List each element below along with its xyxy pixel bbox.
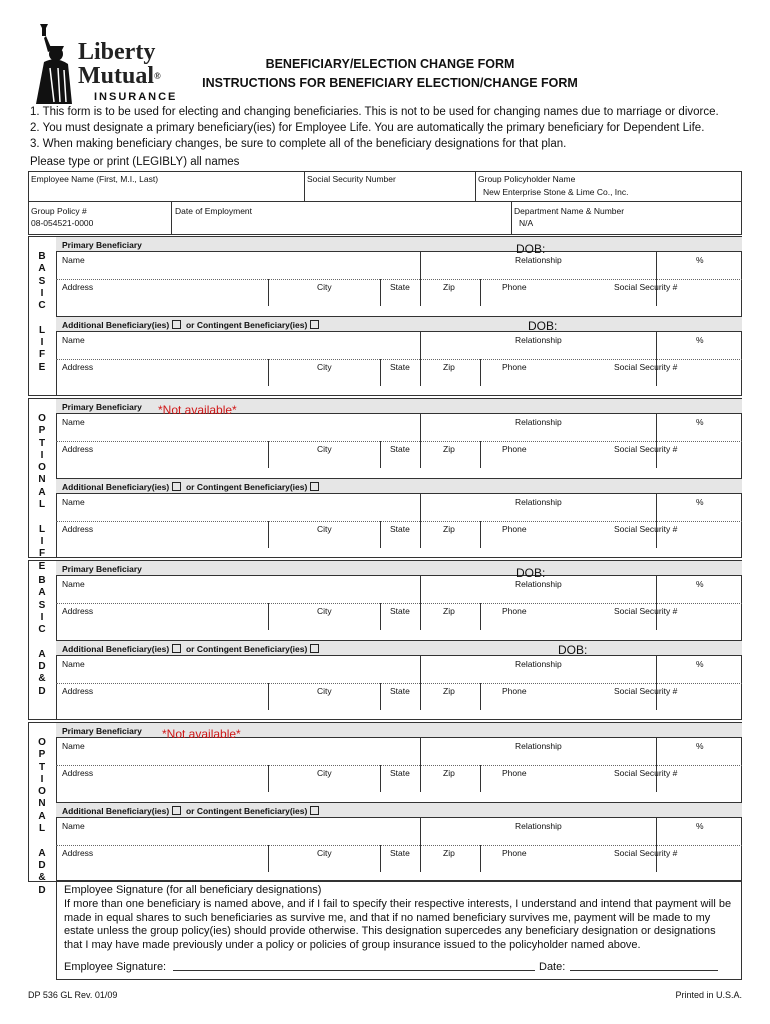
additional-beneficiary-checkbox[interactable] xyxy=(172,320,181,329)
liberty-mutual-logo xyxy=(28,24,178,104)
group-policyholder-value[interactable]: New Enterprise Stone & Lime Co., Inc. xyxy=(483,187,629,197)
additional-beneficiary-label: Additional Beneficiary(ies) xyxy=(62,806,170,816)
primary-beneficiary-label: Primary Beneficiary xyxy=(62,726,142,736)
primary-1-phone-field[interactable]: Phone xyxy=(502,282,527,292)
primary-2-phone-field[interactable]: Phone xyxy=(502,444,527,454)
additional-3-name-field[interactable]: Name xyxy=(62,659,85,669)
additional-beneficiary-label: Additional Beneficiary(ies) xyxy=(62,320,170,330)
primary-3-ssn-field[interactable]: Social Security # xyxy=(614,606,678,616)
date-of-employment-field[interactable]: Date of Employment xyxy=(175,206,253,216)
additional-4-percent-field[interactable]: % xyxy=(696,821,704,831)
section-1-side-label: B A S I C L I F E xyxy=(38,251,46,373)
primary-1-ssn-field[interactable]: Social Security # xyxy=(614,282,678,292)
additional-2-relationship-field[interactable]: Relationship xyxy=(515,497,562,507)
additional-2-city-field[interactable]: City xyxy=(317,524,332,534)
form-title: BENEFICIARY/ELECTION CHANGE FORM xyxy=(265,57,515,71)
additional-1-name-field[interactable]: Name xyxy=(62,335,85,345)
employee-signature-label: Employee Signature: xyxy=(64,961,167,973)
primary-3-phone-field[interactable]: Phone xyxy=(502,606,527,616)
additional-1-address-field[interactable]: Address xyxy=(62,362,94,372)
additional-2-name-field[interactable]: Name xyxy=(62,497,85,507)
primary-4-address-field[interactable]: Address xyxy=(62,768,94,778)
primary-1-state-field[interactable]: State xyxy=(390,282,410,292)
logo-word-liberty: Liberty xyxy=(78,39,156,65)
group-policy-value[interactable]: 08-054521-0000 xyxy=(31,218,94,228)
additional-4-ssn-field[interactable]: Social Security # xyxy=(614,848,678,858)
not-available-note-4: *Not available* xyxy=(162,727,241,741)
additional-3-ssn-field[interactable]: Social Security # xyxy=(614,686,678,696)
primary-1-relationship-field[interactable]: Relationship xyxy=(515,255,562,265)
form-subtitle: INSTRUCTIONS FOR BENEFICIARY ELECTION/CHANGE FORM xyxy=(202,76,578,90)
additional-1-ssn-field[interactable]: Social Security # xyxy=(614,362,678,372)
printed-in: Printed in U.S.A. xyxy=(675,990,742,1000)
date-label: Date: xyxy=(539,961,566,973)
additional-beneficiary-checkbox[interactable] xyxy=(172,644,181,653)
primary-2-ssn-field[interactable]: Social Security # xyxy=(614,444,678,454)
instruction-1: 1. This form is to be used for electing and changing beneficiaries. This is not to be used for changing names due to marriage or divorce. xyxy=(30,106,719,118)
instruction-2: 2. You must designate a primary beneficiary(ies) for Employee Life. You are automatically the primary beneficiary for Dependent Life. xyxy=(30,122,705,134)
primary-dob-field-3[interactable]: DOB: xyxy=(516,566,546,580)
primary-beneficiary-label: Primary Beneficiary xyxy=(62,564,142,574)
additional-beneficiary-header-2 xyxy=(56,478,742,494)
primary-2-city-field[interactable]: City xyxy=(317,444,332,454)
additional-dob-field-1[interactable]: DOB: xyxy=(528,319,558,333)
additional-dob-field-3[interactable]: DOB: xyxy=(558,643,588,657)
additional-3-percent-field[interactable]: % xyxy=(696,659,704,669)
additional-3-relationship-field[interactable]: Relationship xyxy=(515,659,562,669)
additional-4-name-field[interactable]: Name xyxy=(62,821,85,831)
group-policyholder-label: Group Policyholder Name xyxy=(478,174,576,184)
primary-4-ssn-field[interactable]: Social Security # xyxy=(614,768,678,778)
primary-4-relationship-field[interactable]: Relationship xyxy=(515,741,562,751)
primary-1-address-field[interactable]: Address xyxy=(62,282,94,292)
additional-2-ssn-field[interactable]: Social Security # xyxy=(614,524,678,534)
additional-3-zip-field[interactable]: Zip xyxy=(443,686,455,696)
primary-2-address-field[interactable]: Address xyxy=(62,444,94,454)
primary-4-percent-field[interactable]: % xyxy=(696,741,704,751)
additional-4-relationship-field[interactable]: Relationship xyxy=(515,821,562,831)
signature-date-line[interactable] xyxy=(570,970,718,971)
primary-2-zip-field[interactable]: Zip xyxy=(443,444,455,454)
employee-ssn-field[interactable]: Social Security Number xyxy=(307,174,396,184)
primary-beneficiary-label: Primary Beneficiary xyxy=(62,402,142,412)
primary-4-city-field[interactable]: City xyxy=(317,768,332,778)
contingent-beneficiary-checkbox[interactable] xyxy=(310,482,319,491)
additional-1-city-field[interactable]: City xyxy=(317,362,332,372)
department-label: Department Name & Number xyxy=(514,206,625,216)
signature-statement: If more than one beneficiary is named above, and if I fail to specify their respective interests, I understand and intend that payment will be made in equal shares to such beneficiaries as survive me, and that if no named beneficiary survives me, payment will be made to my estate unless the group policy(ies) should provide otherwise. This designation supercedes any beneficiary designation or designations that I may have made previously under a policy or policies of group insurance issued to the policyholder named above. xyxy=(64,898,732,951)
contingent-beneficiary-checkbox[interactable] xyxy=(310,806,319,815)
additional-2-state-field[interactable]: State xyxy=(390,524,410,534)
primary-1-city-field[interactable]: City xyxy=(317,282,332,292)
primary-2-percent-field[interactable]: % xyxy=(696,417,704,427)
contingent-beneficiary-label: or Contingent Beneficiary(ies) xyxy=(185,482,308,492)
additional-3-phone-field[interactable]: Phone xyxy=(502,686,527,696)
primary-3-percent-field[interactable]: % xyxy=(696,579,704,589)
department-value[interactable]: N/A xyxy=(519,218,534,228)
logo-word-insurance: INSURANCE xyxy=(94,91,178,103)
contingent-beneficiary-label: or Contingent Beneficiary(ies) xyxy=(185,806,308,816)
section-2-side-label: O P T I O N A L L I F E xyxy=(38,413,46,572)
print-legibly-note: Please type or print (LEGIBLY) all names xyxy=(30,156,240,168)
additional-1-zip-field[interactable]: Zip xyxy=(443,362,455,372)
primary-4-phone-field[interactable]: Phone xyxy=(502,768,527,778)
statue-of-liberty-icon xyxy=(28,24,74,104)
employee-signature-line[interactable] xyxy=(173,970,535,971)
section-3-side-label: B A S I C A D & D xyxy=(38,575,46,697)
primary-3-address-field[interactable]: Address xyxy=(62,606,94,616)
additional-1-state-field[interactable]: State xyxy=(390,362,410,372)
additional-beneficiary-header-4 xyxy=(56,802,742,818)
additional-3-address-field[interactable]: Address xyxy=(62,686,94,696)
instruction-3: 3. When making beneficiary changes, be sure to complete all of the beneficiary designations for that plan. xyxy=(30,138,567,150)
additional-beneficiary-label: Additional Beneficiary(ies) xyxy=(62,482,170,492)
contingent-beneficiary-label: or Contingent Beneficiary(ies) xyxy=(185,320,308,330)
employee-name-field[interactable]: Employee Name (First, M.I., Last) xyxy=(31,174,159,184)
additional-beneficiary-label: Additional Beneficiary(ies) xyxy=(62,644,170,654)
not-available-note-2: *Not available* xyxy=(158,403,237,417)
additional-4-state-field[interactable]: State xyxy=(390,848,410,858)
signature-heading: Employee Signature (for all beneficiary designations) xyxy=(64,884,322,896)
additional-4-city-field[interactable]: City xyxy=(317,848,332,858)
primary-3-name-field[interactable]: Name xyxy=(62,579,85,589)
additional-1-percent-field[interactable]: % xyxy=(696,335,704,345)
primary-3-state-field[interactable]: State xyxy=(390,606,410,616)
primary-3-zip-field[interactable]: Zip xyxy=(443,606,455,616)
contingent-beneficiary-checkbox[interactable] xyxy=(310,644,319,653)
additional-2-phone-field[interactable]: Phone xyxy=(502,524,527,534)
logo-word-mutual: Mutual® xyxy=(78,63,161,89)
additional-1-relationship-field[interactable]: Relationship xyxy=(515,335,562,345)
additional-3-city-field[interactable]: City xyxy=(317,686,332,696)
primary-4-state-field[interactable]: State xyxy=(390,768,410,778)
primary-1-name-field[interactable]: Name xyxy=(62,255,85,265)
group-policy-label: Group Policy # xyxy=(31,206,87,216)
additional-beneficiary-header-1 xyxy=(56,316,742,332)
primary-4-zip-field[interactable]: Zip xyxy=(443,768,455,778)
additional-beneficiary-checkbox[interactable] xyxy=(172,482,181,491)
primary-2-name-field[interactable]: Name xyxy=(62,417,85,427)
primary-4-name-field[interactable]: Name xyxy=(62,741,85,751)
additional-beneficiary-checkbox[interactable] xyxy=(172,806,181,815)
primary-beneficiary-header-4 xyxy=(56,722,742,738)
additional-2-address-field[interactable]: Address xyxy=(62,524,94,534)
additional-4-zip-field[interactable]: Zip xyxy=(443,848,455,858)
primary-3-relationship-field[interactable]: Relationship xyxy=(515,579,562,589)
contingent-beneficiary-checkbox[interactable] xyxy=(310,320,319,329)
primary-2-relationship-field[interactable]: Relationship xyxy=(515,417,562,427)
primary-1-zip-field[interactable]: Zip xyxy=(443,282,455,292)
additional-3-state-field[interactable]: State xyxy=(390,686,410,696)
additional-4-phone-field[interactable]: Phone xyxy=(502,848,527,858)
primary-1-percent-field[interactable]: % xyxy=(696,255,704,265)
additional-4-address-field[interactable]: Address xyxy=(62,848,94,858)
primary-dob-field-1[interactable]: DOB: xyxy=(516,242,546,256)
additional-1-phone-field[interactable]: Phone xyxy=(502,362,527,372)
primary-beneficiary-header-1 xyxy=(56,236,742,252)
primary-2-state-field[interactable]: State xyxy=(390,444,410,454)
contingent-beneficiary-label: or Contingent Beneficiary(ies) xyxy=(185,644,308,654)
additional-2-percent-field[interactable]: % xyxy=(696,497,704,507)
form-number: DP 536 GL Rev. 01/09 xyxy=(28,990,118,1000)
additional-beneficiary-header-3 xyxy=(56,640,742,656)
primary-beneficiary-label: Primary Beneficiary xyxy=(62,240,142,250)
additional-2-zip-field[interactable]: Zip xyxy=(443,524,455,534)
section-4-side-label: O P T I O N A L A D & D xyxy=(38,737,46,896)
primary-3-city-field[interactable]: City xyxy=(317,606,332,616)
primary-beneficiary-header-3 xyxy=(56,560,742,576)
